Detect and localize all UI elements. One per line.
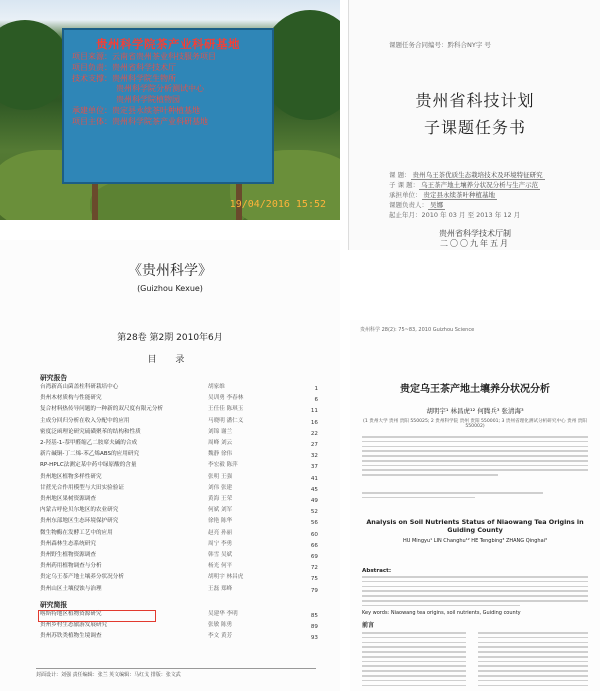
article-affiliation: (1 贵州大学 贵州 贵阳 550025; 2 贵州科学院 贵州 贵阳 550001; 3 贵州省理化测试分析研究中心 贵州 贵阳 550002) xyxy=(363,419,587,429)
toc-entry-title: 贵州森林生态系统研究 xyxy=(40,540,96,547)
row-value: 贵州乌王茶优质生态栽培技术及环境特征研究 xyxy=(412,171,543,179)
toc-entry-author: 张敏 陈勇 xyxy=(208,622,233,628)
abstract-label: Abstract: xyxy=(362,568,392,574)
toc-entry-title: 贵州药用植物调查与分析 xyxy=(40,563,102,570)
section-heading: 研究报告 xyxy=(40,374,68,382)
toc-entry-author: 韩雪 吴斌 xyxy=(208,552,233,558)
row-label: 课 题： xyxy=(389,171,411,179)
journal-footer: 封面设计：刘强 责任编辑：张兰 英文编辑：马红戈 排版：张文武 xyxy=(36,668,316,678)
toc-entry xyxy=(40,483,330,493)
sign-post xyxy=(92,184,98,220)
toc-entry-page: 32 xyxy=(310,453,318,460)
toc-entry-title: 密度泛函理论研究硫磺聚苯的结构和性质 xyxy=(40,428,141,435)
toc-entry-title: RP-HPLC法测定某中药中绿原酸的含量 xyxy=(40,462,137,469)
toc-entry xyxy=(40,631,330,641)
abstract-cn-text xyxy=(362,436,588,479)
toc-entry xyxy=(40,404,330,414)
toc-entry-title: 贵定乌王茶产地土壤养分状况分析 xyxy=(40,574,124,581)
toc-entry-page: 60 xyxy=(310,531,318,538)
toc-entry-page: 93 xyxy=(310,635,318,642)
toc-entry-title: 新片碱铜-丁二烯-苯乙烯ABS的应用研究 xyxy=(40,451,140,458)
toc-entry xyxy=(40,416,330,426)
toc-entry-title: 贵州苏铁类植物生境调查 xyxy=(40,633,102,640)
toc-entry-author: 周峰 刘云 xyxy=(208,440,233,446)
journal-volume: 第28卷 第2期 2010年6月 xyxy=(117,333,223,343)
journal-toc-page xyxy=(0,240,340,691)
toc-entry-page: 27 xyxy=(310,442,318,448)
toc-entry-page: 89 xyxy=(310,624,318,630)
toc-entry-page: 49 xyxy=(310,498,318,504)
toc-entry-author: 马晓明 潘仁义 xyxy=(208,417,244,424)
task-book-subtitle: 子课题任务书 xyxy=(423,118,526,137)
toc-entry-author: 刘锦 谢兰 xyxy=(208,428,233,435)
task-book-row xyxy=(389,190,497,200)
toc-entry-page: 69 xyxy=(310,554,318,560)
row-value: 吴娜 xyxy=(430,201,443,209)
toc-entry-title: 甘蔗光合作用模型与大田实验验证 xyxy=(40,484,124,491)
article-header: 贵州科学 28(2): 75~83, 2010 Guizhou Science xyxy=(360,327,475,333)
toc-entry-page: 16 xyxy=(310,419,318,426)
board-line: 承建单位：贵定县永续茶叶种植基地 xyxy=(72,105,200,115)
row-label: 承担单位： xyxy=(389,191,422,199)
toc-entry-title: 喀斯特地区植物资源研究 xyxy=(40,610,102,617)
toc-entry-author: 刘伟 张建 xyxy=(208,484,233,491)
row-value: 2010 年 03 月 至 2013 年 12 月 xyxy=(421,211,521,219)
board-line: 项目来源：云南省贵州茶业科技服务项目 xyxy=(72,52,216,61)
toc-entry-author: 周宁 李勇 xyxy=(208,540,233,547)
toc-entry-title: 贵州地区果树资源调查 xyxy=(40,496,96,502)
toc-entry-title: 贵州山区土壤侵蚀与治理 xyxy=(40,585,102,592)
toc-entry-author: 张明 王强 xyxy=(208,473,233,480)
keywords-cn-text xyxy=(362,492,588,502)
issue-date: 二〇〇九年五月 xyxy=(440,239,510,248)
abstract-en-text xyxy=(362,576,588,609)
board-line: 项目负责：贵州省科学技术厅 xyxy=(72,62,176,72)
toc-entry-page: 6 xyxy=(314,397,318,404)
article-title-en: Analysis on Soil Nutrients Status of Niaowang Tea Origins in Guiding County xyxy=(366,518,584,534)
tree-shape xyxy=(0,20,70,110)
board-title: 贵州科学院茶产业科研基地 xyxy=(96,37,240,51)
section-heading: 研究简报 xyxy=(40,600,68,609)
toc-entry-page: 66 xyxy=(310,542,318,549)
article-authors-en: HU Mingyu¹ LIN Changhu¹² HE Tengbing³ ZHANG Qinghai³ xyxy=(402,538,548,544)
photo-timestamp: 19/04/2016 15:52 xyxy=(229,199,326,210)
toc-entry-page: 41 xyxy=(310,475,318,482)
toc-entry xyxy=(40,528,330,538)
body-text-col2 xyxy=(478,632,588,689)
article-first-page xyxy=(350,320,600,691)
toc-entry-title: 主成分回归分析在收入分配中的应用 xyxy=(40,417,130,424)
toc-entry-title: 贵州地区植物多样性研究 xyxy=(40,473,102,480)
toc-entry-title: 贵州野生植物资源调查 xyxy=(40,552,96,558)
journal-name: 《贵州科学》 xyxy=(128,263,212,279)
task-book-row xyxy=(389,200,445,210)
task-book-row xyxy=(389,210,520,219)
toc-entry-page: 37 xyxy=(310,464,318,471)
tea-base-photo xyxy=(0,0,340,220)
toc-entry-title: 内蒙古呼伦贝尔地区的农业研究 xyxy=(40,507,119,514)
research-base-signboard xyxy=(62,28,274,184)
toc-entry xyxy=(40,382,330,392)
keywords-en: Key words: Niaowang tea origins, soil nutrients, Guiding county xyxy=(362,610,521,616)
toc-entry-page: 56 xyxy=(310,520,318,527)
toc-entry-title: 贵州木材质构与性能研究 xyxy=(40,395,102,402)
article-title: 贵定乌王茶产地土壤养分状况分析 xyxy=(400,384,550,395)
toc-entry-page: 1 xyxy=(314,386,318,392)
toc-entry-page: 52 xyxy=(310,509,318,516)
toc-entry-title: 微生物酶在发酵工艺中的应用 xyxy=(40,529,113,536)
row-label: 子 课 题： xyxy=(389,181,420,189)
toc-entry xyxy=(40,438,330,448)
task-book-row xyxy=(389,170,545,180)
toc-entry xyxy=(40,584,330,594)
highlight-box xyxy=(38,610,156,622)
toc-entry-author: 黄海 王荣 xyxy=(208,496,233,502)
toc-entry-author: 何斌 刘军 xyxy=(208,507,233,514)
issuing-org: 贵州省科学技术厅制 xyxy=(439,229,511,238)
toc-entry-author: 吴建华 李明 xyxy=(208,610,238,617)
board-line: 技术支撑：贵州科学院生物所 xyxy=(72,73,176,83)
toc-entry xyxy=(40,449,330,459)
toc-title: 目 录 xyxy=(147,355,193,365)
journal-name-en: (Guizhou Kexue) xyxy=(137,284,203,293)
toc-entry-author: 胡家维 xyxy=(208,384,225,390)
toc-entry-title: 贵州东部地区生态环境保护研究 xyxy=(40,518,119,525)
toc-entry xyxy=(40,427,330,437)
toc-entry-page: 85 xyxy=(310,612,318,619)
board-line: 项目主体：贵州科学院茶产业科研基地 xyxy=(72,116,208,126)
toc-entry-page: 72 xyxy=(310,565,318,572)
toc-entry-page: 79 xyxy=(310,587,318,594)
row-value: 贵定县永续茶叶种植基地 xyxy=(423,191,495,199)
toc-entry xyxy=(40,494,330,504)
row-label: 起止年月： xyxy=(389,211,422,219)
article-authors: 胡明宇¹ 林昌虎¹² 何腾兵³ 张清海³ xyxy=(426,407,524,415)
preface-heading: 前言 xyxy=(362,622,375,629)
toc-entry-author: 徐艳 陈华 xyxy=(208,518,233,525)
toc-entry-title: 贵州乡村生态旅游发展研究 xyxy=(40,622,108,628)
toc-entry-author: 王磊 郑峰 xyxy=(208,585,233,592)
board-line: 贵州科学院分析测试中心 xyxy=(116,84,204,94)
toc-entry-author: 魏静 徐伟 xyxy=(208,451,233,458)
toc-entry-title: 2-羟基-1-萘甲醛缩乙二胺席夫碱的合成 xyxy=(40,440,138,446)
row-label: 课题负责人： xyxy=(389,201,428,209)
toc-entry-page: 75 xyxy=(310,576,318,583)
toc-entry xyxy=(40,550,330,560)
toc-entry-author: 王任佳 陈琪玉 xyxy=(208,406,244,413)
toc-entry-author: 赵亮 孙丽 xyxy=(208,529,233,536)
body-text-col1 xyxy=(362,632,466,689)
toc-entry xyxy=(40,505,330,515)
task-book-cover xyxy=(348,0,600,250)
toc-entry xyxy=(40,516,330,526)
toc-entry-page: 22 xyxy=(310,430,318,437)
toc-entry-author: 吴训勇 李春林 xyxy=(208,395,244,402)
toc-entry xyxy=(40,539,330,549)
toc-entry-title: 台湾新高山菌盖柱科研栽培中心 xyxy=(40,384,119,390)
toc-entry xyxy=(40,561,330,571)
toc-entry xyxy=(40,393,330,403)
toc-entry-author: 李文 黄芳 xyxy=(208,633,233,640)
toc-entry-author: 胡明宇 林昌虎 xyxy=(208,574,244,581)
row-value: 乌王茶产地土壤养分状况分析与生产示范 xyxy=(421,181,539,189)
toc-entry-author: 李宏毅 陈萍 xyxy=(208,462,238,469)
board-line: 贵州科学院植物园 xyxy=(116,95,180,105)
task-book-title: 贵州省科技计划 xyxy=(415,91,535,110)
toc-entry-page: 11 xyxy=(310,408,318,415)
toc-entry xyxy=(40,572,330,582)
toc-entry-title: 复合材料热传导问题的一种新的双尺度有限元分析 xyxy=(40,406,164,413)
toc-entry xyxy=(40,460,330,470)
toc-entry-author: 杨光 何平 xyxy=(208,563,233,570)
toc-entry-page: 45 xyxy=(310,486,318,493)
contract-number: 课题任务合同编号：黔科合NY字 号 xyxy=(389,41,491,49)
task-book-row xyxy=(389,180,540,190)
toc-entry xyxy=(40,472,330,482)
